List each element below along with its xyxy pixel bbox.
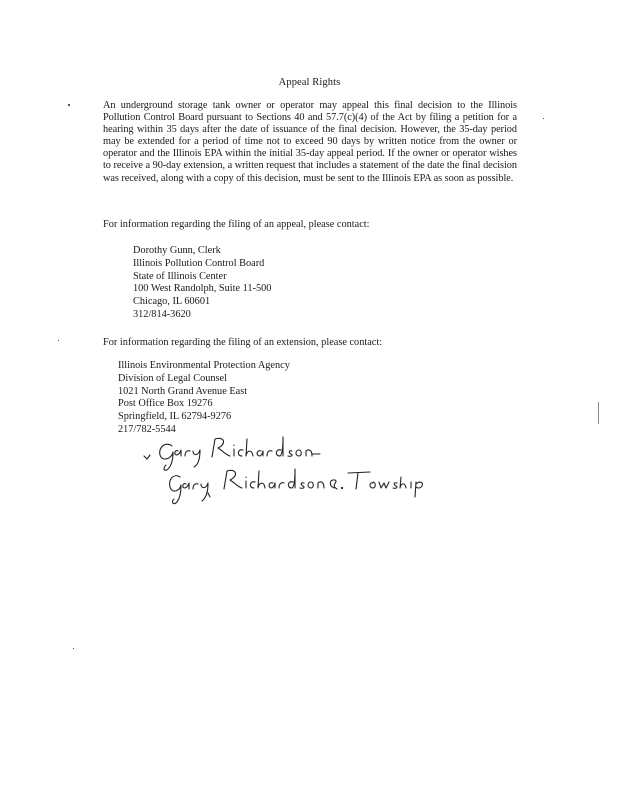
appeal-contact-intro: For information regarding the filing of an appeal, please contact:	[103, 219, 370, 230]
address-line: State of Illinois Center	[133, 270, 227, 282]
scan-speck	[68, 104, 70, 106]
scan-speck	[543, 118, 544, 119]
address-line: Chicago, IL 60601	[133, 296, 211, 308]
scan-speck	[73, 648, 74, 649]
address-line: 100 West Randolph, Suite 11-500	[133, 283, 272, 295]
address-line: Springfield, IL 62794-9276	[118, 411, 232, 423]
address-line: Dorothy Gunn, Clerk	[133, 245, 221, 256]
appeal-contact-address	[133, 245, 271, 322]
address-line: 1021 North Grand Avenue East	[118, 385, 248, 397]
address-line: 217/782-5544	[118, 423, 176, 435]
handwritten-signature	[130, 425, 430, 525]
scan-speck	[58, 340, 59, 341]
address-line: Illinois Pollution Control Board	[133, 257, 265, 269]
address-line: Post Office Box 19276	[118, 398, 213, 410]
scan-edge-line	[598, 402, 599, 424]
address-line: Illinois Environmental Protection Agency	[118, 360, 290, 371]
appeal-paragraph: An underground storage tank owner or operator may appeal this final decision to the Illinois Pollution Control Board pursuant to Sections 40 and 57.7(c)(4) of the Act by filing a petition for a hearing within 35 days after the date of issuance of the final decision. However, the 35-day period may be extended for a period of time not to exceed 90 days by written notice from the owner or operator and the Illinois EPA within the initial 35-day appeal period. If the owner or operator wishes to receive a 90-day extension, a written request that includes a statement of the date the final decision was received, along with a copy of this decision, must be sent to the Illinois EPA as soon as possible.	[103, 100, 517, 184]
address-line: Division of Legal Counsel	[118, 372, 227, 384]
page-title: Appeal Rights	[278, 77, 341, 88]
extension-contact-intro: For information regarding the filing of an extension, please contact:	[103, 337, 383, 348]
address-line: 312/814-3620	[133, 308, 191, 320]
